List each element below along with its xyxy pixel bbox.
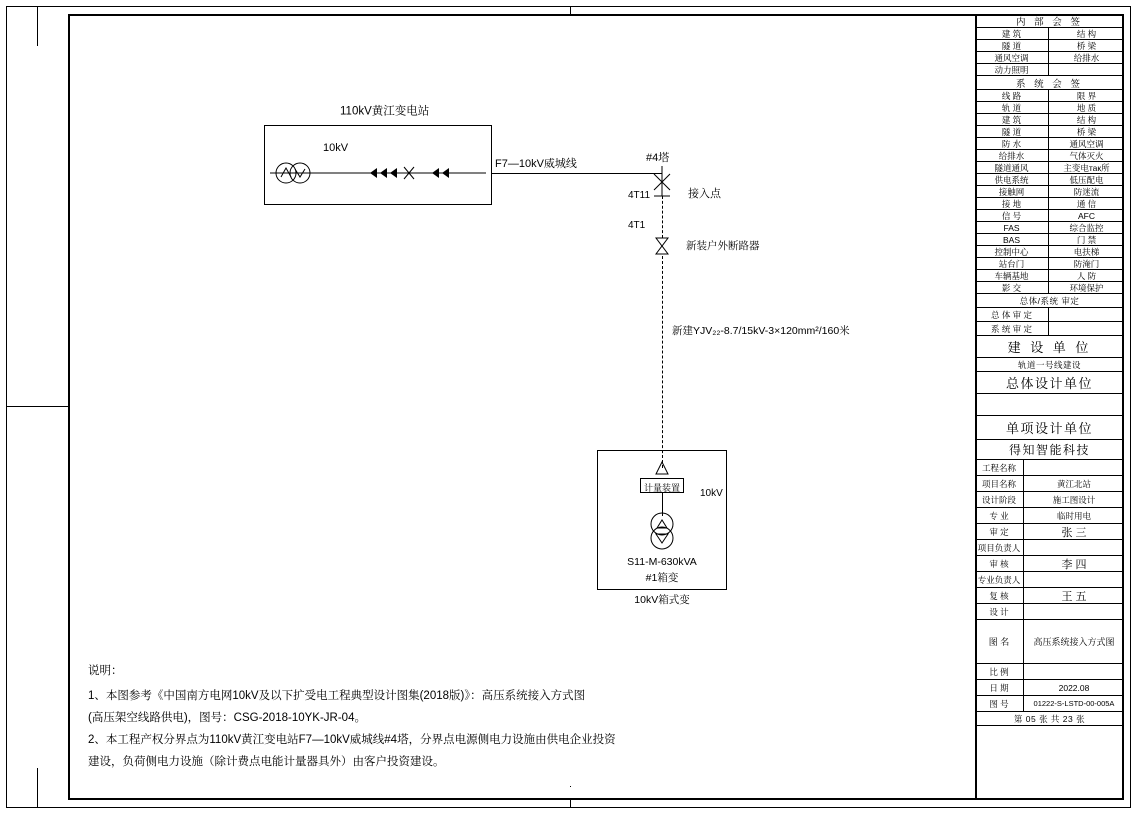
system-signoff-row-7-value: 低压配电 — [1069, 174, 1104, 185]
system-signoff-row-0 — [975, 90, 1124, 102]
system-signoff-row-6-label: 隧道通风 — [975, 162, 1049, 173]
system-signoff-row-5 — [975, 150, 1124, 162]
transformer-symbol — [644, 512, 684, 556]
binding-mark-top — [37, 6, 38, 46]
info-row-1-value: 黄江北站 — [1056, 478, 1091, 489]
outdoor-breaker-symbol — [650, 234, 690, 258]
system-signoff-row-16-label: 影 交 — [975, 282, 1049, 293]
switch-upper-label: 4T11 — [628, 190, 651, 201]
center-mark-bottom — [570, 800, 571, 808]
info-row-0-label: 工程名称 — [975, 460, 1024, 475]
system-signoff-row-4-label: 防 水 — [975, 138, 1049, 149]
info-row-2-value: 施工图设计 — [1052, 494, 1096, 505]
cable-dashed-line — [662, 256, 663, 468]
notes-line-4: 建设，负荷侧电力设施（除计费点电能计量器具外）由客户投资建设。 — [88, 756, 445, 768]
internal-signoff-row-1-label: 隧 道 — [975, 40, 1049, 51]
breaker-note-label: 新装户外断路器 — [686, 240, 760, 252]
approval-row-1-value — [1049, 322, 1124, 335]
system-signoff-row-3 — [975, 126, 1124, 138]
system-signoff-row-9-value: 通 信 — [1076, 198, 1097, 209]
system-signoff-row-10-value: AFC — [1078, 210, 1095, 221]
system-signoff-row-10-label: 信 号 — [975, 210, 1049, 221]
system-signoff-row-7-label: 供电系统 — [975, 174, 1049, 185]
system-signoff-row-13 — [975, 246, 1124, 258]
system-signoff-row-0-value: 限 界 — [1076, 90, 1097, 101]
sheet-inner-border — [68, 14, 1124, 800]
approval-row-0-label: 总 体 审 定 — [975, 308, 1049, 321]
system-signoff-row-15 — [975, 270, 1124, 282]
substation-internal-symbols — [264, 125, 494, 207]
system-signoff-row-11 — [975, 222, 1124, 234]
drawing-name-row — [975, 620, 1124, 664]
system-signoff-row-6-value: 主变电так所 — [1063, 162, 1110, 173]
system-signoff-row-2-label: 建 筑 — [975, 114, 1049, 125]
info-row-3 — [975, 508, 1124, 524]
binding-mark-mid — [6, 406, 68, 407]
internal-signoff-row-2-value: 给排水 — [1073, 52, 1100, 63]
system-signoff-row-8-value: 防迷流 — [1073, 186, 1100, 197]
construction-unit-value — [975, 358, 1124, 372]
system-signoff-row-15-label: 车辆基地 — [975, 270, 1049, 281]
scale-row-label: 比 例 — [975, 664, 1024, 679]
system-signoff-row-5-value: 气体灭火 — [1069, 150, 1104, 161]
system-signoff-row-1-value: 地 质 — [1076, 102, 1097, 113]
date-row-label: 日 期 — [975, 680, 1024, 695]
system-signoff-row-8-label: 接触网 — [975, 186, 1049, 197]
internal-signoff-row-0-value: 结 构 — [1076, 28, 1097, 39]
system-signoff-row-11-value: 综合监控 — [1069, 222, 1104, 233]
info-row-7-value — [1024, 572, 1124, 587]
info-row-6-value: 李 四 — [1061, 558, 1087, 571]
meter-device-label: 计量装置 — [643, 483, 680, 493]
info-row-9-value — [1024, 604, 1124, 619]
date-row — [975, 680, 1124, 696]
system-signoff-row-14 — [975, 258, 1124, 270]
number-row-value: 01222-S-LSTD-00-005A — [1033, 699, 1115, 708]
info-row-6-label: 审 核 — [975, 556, 1024, 571]
transformer-label: S11-M-630kVA — [627, 556, 697, 568]
general-design-unit-value — [975, 394, 1124, 416]
general-design-unit-value-text — [975, 394, 1124, 415]
item-design-unit-header-text: 单项设计单位 — [1005, 421, 1093, 436]
notes-line-1: 1、本图参考《中国南方电网10kV及以下扩受电工程典型设计图集(2018版)》：高压系统接入方式图 — [88, 690, 586, 702]
title-block-content — [975, 14, 1124, 800]
drawing-name-row-label: 图 名 — [975, 620, 1024, 663]
tower-to-breaker-dashed — [662, 196, 663, 238]
system-signoff-row-6 — [975, 162, 1124, 174]
info-row-4-label: 审 定 — [975, 524, 1024, 539]
approval-row-0 — [975, 308, 1124, 322]
center-mark-top — [570, 6, 571, 14]
system-signoff-row-12-label: BAS — [975, 234, 1049, 245]
system-signoff-row-14-value: 防淹门 — [1073, 258, 1100, 269]
internal-signoff-row-3-label: 动力照明 — [975, 64, 1049, 75]
internal-signoff-row-3-value — [1049, 64, 1124, 75]
info-row-8-label: 复 核 — [975, 588, 1024, 603]
info-row-9 — [975, 604, 1124, 620]
info-row-0 — [975, 460, 1124, 476]
internal-signoff-header-text: 内 部 会 签 — [1016, 16, 1083, 28]
system-signoff-row-0-label: 线 路 — [975, 90, 1049, 101]
box-substation-voltage: 10kV — [700, 488, 723, 499]
system-signoff-row-16 — [975, 282, 1124, 294]
system-signoff-row-15-value: 人 防 — [1076, 270, 1097, 281]
number-row-label: 图 号 — [975, 696, 1024, 711]
system-signoff-row-10 — [975, 210, 1124, 222]
info-row-7 — [975, 572, 1124, 588]
general-design-unit-header — [975, 372, 1124, 394]
system-signoff-header — [975, 76, 1124, 90]
approval-header-text: 总体/系统 审定 — [1019, 295, 1080, 306]
number-row — [975, 696, 1124, 712]
sheet-count-text: 第 05 张 共 23 张 — [1013, 713, 1086, 724]
info-row-1-label: 项目名称 — [975, 476, 1024, 491]
system-signoff-row-12 — [975, 234, 1124, 246]
system-signoff-row-7 — [975, 174, 1124, 186]
internal-signoff-row-3 — [975, 64, 1124, 76]
substation-voltage-label: 10kV — [323, 142, 349, 154]
approval-row-1 — [975, 322, 1124, 336]
info-row-8 — [975, 588, 1124, 604]
system-signoff-row-2 — [975, 114, 1124, 126]
info-row-0-value — [1024, 460, 1124, 475]
substation-title: 110kV黄江变电站 — [340, 105, 430, 118]
approval-row-0-value — [1049, 308, 1124, 321]
drawing-name-row-value: 高压系统接入方式图 — [1033, 637, 1115, 647]
internal-signoff-row-1 — [975, 40, 1124, 52]
cable-note-label: 新建YJV₂₂-8.7/15kV-3×120mm²/160米 — [672, 325, 850, 337]
info-row-3-label: 专 业 — [975, 508, 1024, 523]
info-row-4-value: 张 三 — [1061, 526, 1087, 539]
internal-signoff-row-2 — [975, 52, 1124, 64]
spacer — [570, 786, 571, 787]
feeder-line-label: F7—10kV威城线 — [495, 158, 577, 170]
switch-lower-label: 4T1 — [628, 220, 646, 231]
internal-signoff-row-2-label: 通风空调 — [975, 52, 1049, 63]
item-design-unit-value — [975, 440, 1124, 460]
sheet-count — [975, 712, 1124, 726]
feeder-line — [492, 173, 662, 174]
system-signoff-row-13-label: 控制中心 — [975, 246, 1049, 257]
construction-unit-header — [975, 336, 1124, 358]
info-row-5-label: 项目负责人 — [975, 540, 1024, 555]
notes-line-3: 2、本工程产权分界点为110kV黄江变电站F7—10kV威城线#4塔，分界点电源侧电力设施由供电企业投资 — [88, 734, 616, 746]
internal-signoff-row-0 — [975, 28, 1124, 40]
system-signoff-row-11-label: FAS — [975, 222, 1049, 233]
scale-row-value — [1024, 664, 1124, 679]
system-signoff-row-4-value: 通风空调 — [1069, 138, 1104, 149]
system-signoff-row-1-label: 轨 道 — [975, 102, 1049, 113]
approval-row-1-label: 系 统 审 定 — [975, 322, 1049, 335]
construction-unit-header-text: 建 设 单 位 — [1007, 340, 1092, 355]
info-row-8-value: 王 五 — [1061, 590, 1087, 603]
box-substation-caption: 10kV箱式变 — [634, 594, 690, 606]
approval-header — [975, 294, 1124, 308]
system-signoff-row-5-label: 给排水 — [975, 150, 1049, 161]
general-design-unit-header-text: 总体设计单位 — [1005, 376, 1093, 391]
system-signoff-row-12-value: 门 禁 — [1076, 234, 1097, 245]
info-row-4 — [975, 524, 1124, 540]
info-row-3-value: 临时用电 — [1056, 510, 1091, 521]
item-design-unit-value-text: 得知智能科技 — [1008, 443, 1090, 457]
system-signoff-row-3-label: 隧 道 — [975, 126, 1049, 137]
internal-signoff-header — [975, 14, 1124, 28]
system-signoff-row-3-value: 桥 梁 — [1076, 126, 1097, 137]
system-signoff-row-13-value: 电扶梯 — [1073, 246, 1100, 257]
system-signoff-row-4 — [975, 138, 1124, 150]
internal-signoff-row-1-value: 桥 梁 — [1076, 40, 1097, 51]
notes-line-2: (高压架空线路供电)，图号：CSG-2018-10YK-JR-04。 — [88, 712, 366, 724]
info-row-5 — [975, 540, 1124, 556]
system-signoff-row-16-value: 环境保护 — [1069, 282, 1104, 293]
notes-heading: 说明： — [88, 665, 123, 677]
construction-unit-value-text: 轨道一号线建设 — [1017, 359, 1081, 370]
system-signoff-row-14-label: 站台门 — [975, 258, 1049, 269]
tower-label: #4塔 — [646, 152, 670, 164]
system-signoff-row-9 — [975, 198, 1124, 210]
system-signoff-row-2-value: 结 构 — [1076, 114, 1097, 125]
scale-row — [975, 664, 1124, 680]
info-row-6 — [975, 556, 1124, 572]
info-row-1 — [975, 476, 1124, 492]
system-signoff-row-8 — [975, 186, 1124, 198]
info-row-2 — [975, 492, 1124, 508]
box-substation-tag: #1箱变 — [645, 572, 679, 584]
internal-signoff-row-0-label: 建 筑 — [975, 28, 1049, 39]
info-row-7-label: 专业负责人 — [975, 572, 1024, 587]
date-row-value: 2022.08 — [1058, 682, 1090, 693]
item-design-unit-header — [975, 416, 1124, 440]
connect-point-label: 接入点 — [688, 188, 721, 200]
system-signoff-row-9-label: 接 地 — [975, 198, 1049, 209]
info-row-9-label: 设 计 — [975, 604, 1024, 619]
system-signoff-header-text: 系 统 会 签 — [1016, 78, 1083, 90]
system-signoff-row-1 — [975, 102, 1124, 114]
info-row-2-label: 设计阶段 — [975, 492, 1024, 507]
info-row-5-value — [1024, 540, 1124, 555]
binding-mark-bottom — [37, 768, 38, 808]
